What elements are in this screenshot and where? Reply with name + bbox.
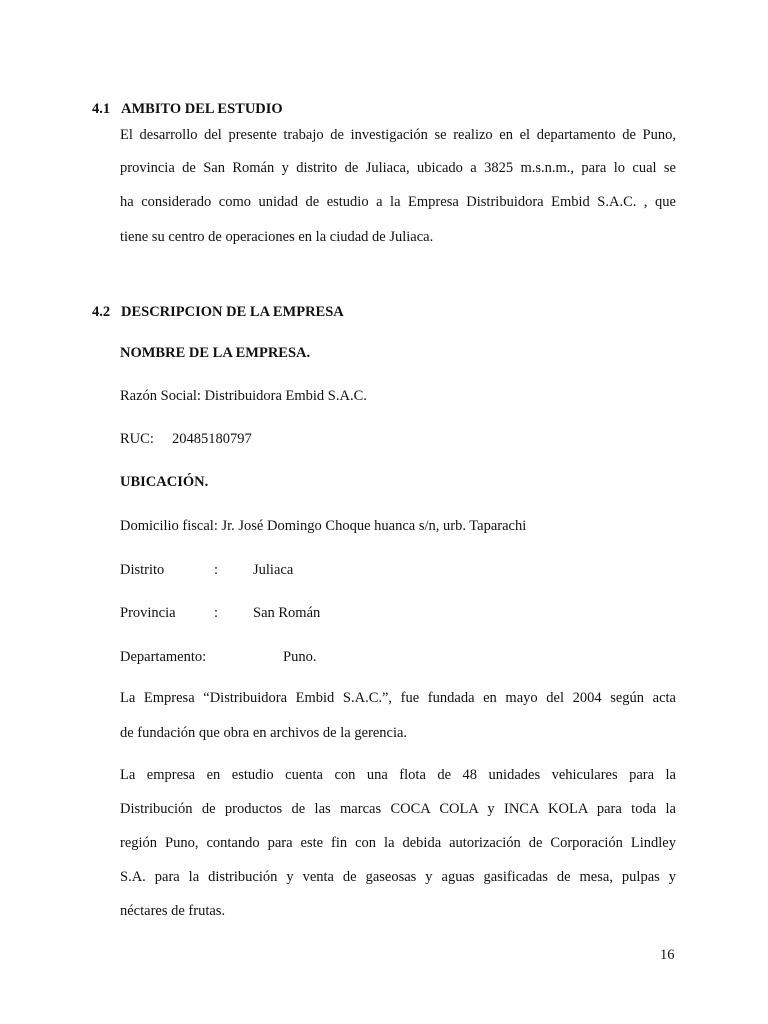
- paragraph-line: provincia de San Román y distrito de Juliaca, ubicado a 3825 m.s.n.m., para lo cual se: [120, 160, 676, 176]
- page-number: 16: [660, 947, 675, 963]
- paragraph-line: Distribución de productos de las marcas COCA COLA y INCA KOLA para toda la: [120, 801, 676, 817]
- paragraph-line: tiene su centro de operaciones en la ciudad de Juliaca.: [120, 229, 434, 245]
- paragraph-line: néctares de frutas.: [120, 903, 226, 919]
- paragraph-line: El desarrollo del presente trabajo de investigación se realizo en el departamento de Puno,: [120, 127, 676, 143]
- distrito-label: Distrito: [120, 562, 165, 578]
- departamento-label: Departamento:: [120, 649, 207, 665]
- paragraph-line: ha considerado como unidad de estudio a la Empresa Distribuidora Embid S.A.C. , que: [120, 194, 676, 210]
- provincia-value: San Román: [253, 605, 321, 621]
- razon-social: Razón Social: Distribuidora Embid S.A.C.: [120, 388, 367, 404]
- company-name-heading: NOMBRE DE LA EMPRESA.: [120, 345, 311, 361]
- paragraph-line: S.A. para la distribución y venta de gaseosas y aguas gasificadas de mesa, pulpas y: [120, 869, 676, 885]
- section-title-descripcion: DESCRIPCION DE LA EMPRESA: [121, 304, 344, 320]
- section-number-4-1: 4.1: [92, 101, 111, 117]
- paragraph-line: región Puno, contando para este fin con la debida autorización de Corporación Lindley: [120, 835, 676, 851]
- domicilio-fiscal: Domicilio fiscal: Jr. José Domingo Choque huanca s/n, urb. Taparachi: [120, 518, 527, 534]
- paragraph-line: La Empresa “Distribuidora Embid S.A.C.”, fue fundada en mayo del 2004 según acta: [120, 690, 676, 706]
- location-heading: UBICACIÓN.: [120, 474, 209, 490]
- provincia-label: Provincia: [120, 605, 176, 621]
- paragraph-line: de fundación que obra en archivos de la gerencia.: [120, 725, 408, 741]
- provincia-colon: :: [214, 605, 219, 621]
- departamento-value: Puno.: [283, 649, 317, 665]
- section-number-4-2: 4.2: [92, 304, 111, 320]
- ruc-label: RUC:: [120, 431, 154, 447]
- distrito-colon: :: [214, 562, 219, 578]
- paragraph-line: La empresa en estudio cuenta con una flota de 48 unidades vehiculares para la: [120, 767, 676, 783]
- ruc-value: 20485180797: [172, 431, 252, 447]
- distrito-value: Juliaca: [253, 562, 294, 578]
- section-title-ambito: AMBITO DEL ESTUDIO: [121, 101, 283, 117]
